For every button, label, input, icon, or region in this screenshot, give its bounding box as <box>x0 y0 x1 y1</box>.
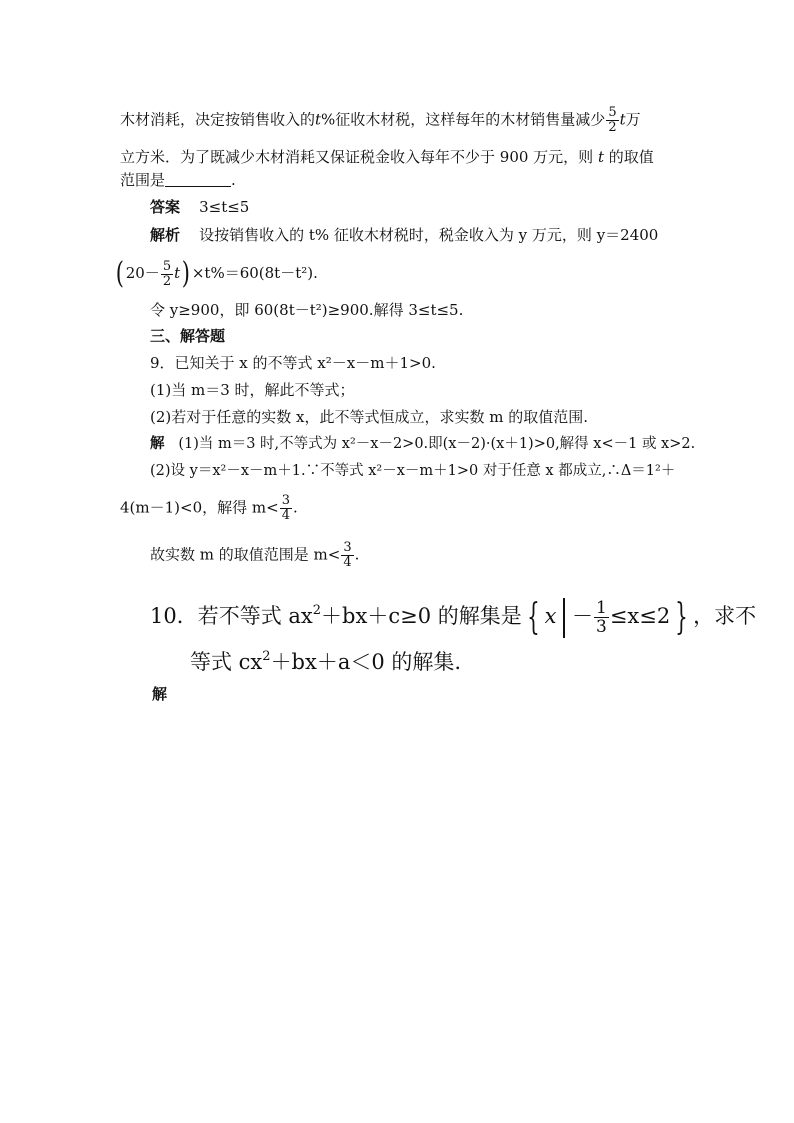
fraction-denominator: 4 <box>281 508 290 523</box>
sol10-label <box>152 684 167 704</box>
text-segment: 4(m－1)<0，解得 m< <box>120 498 279 517</box>
text-segment: (2)设 y＝x²－x－m＋1.∵不等式 x²－x－m＋1>0 对于任意 x 都成立,∴Δ＝1²＋ <box>150 463 676 479</box>
text-segment: . <box>231 171 236 189</box>
text-segment: ，求不 <box>693 604 757 628</box>
variable-t: t <box>174 264 181 282</box>
text-segment: 故实数 m 的取值范围是 m< <box>150 545 341 564</box>
q9-part1 <box>150 380 355 400</box>
fraction-numerator: 3 <box>281 493 290 508</box>
text-segment: 立方米．为了既减少木材消耗又保证税金收入每年不少于 900 万元，则 <box>120 148 594 166</box>
text-segment: (1)当 m＝3 时，解此不等式； <box>150 381 355 399</box>
sol9-line3 <box>120 494 298 523</box>
sol9-line1 <box>150 434 695 454</box>
solution-label: 解 <box>150 435 165 452</box>
text-segment: 的取值 <box>608 148 654 166</box>
fraction-denominator: 2 <box>162 273 172 289</box>
fraction-denominator: 3 <box>595 617 607 637</box>
variable-t: t <box>597 148 604 166</box>
q9-part2 <box>150 407 588 427</box>
fraction-3-4 <box>341 541 353 570</box>
fraction-5-2 <box>606 106 618 135</box>
analysis-line2 <box>114 258 318 289</box>
text-segment: ×t%＝60(8t－t²). <box>191 264 318 282</box>
q10-line2 <box>190 647 461 677</box>
answer-label: 答案 <box>150 198 181 216</box>
sol9-line2 <box>150 461 675 481</box>
q10-line1 <box>150 596 756 638</box>
let-line <box>150 300 463 320</box>
fraction-denominator: 2 <box>608 120 617 135</box>
text-segment: ＋bx＋a＜0 的解集. <box>270 650 462 674</box>
problem8-text-line3 <box>120 170 236 190</box>
text-segment: 令 y≥900，即 60(8t－t²)≥900.解得 3≤t≤5. <box>150 301 464 319</box>
analysis-text: 设按销售收入的 t% 征收木材税时，税金收入为 y 万元，则 y＝2400 <box>199 226 659 244</box>
set-variable: x <box>544 604 557 628</box>
text-segment: (1)当 m＝3 时,不等式为 x²－x－2>0.即(x－2)·(x＋1)>0,解得 x<－1 或 x>2. <box>178 436 696 452</box>
text-segment: (2)若对于任意的实数 x，此不等式恒成立，求实数 m 的取值范围. <box>150 408 589 426</box>
text-segment: 9．已知关于 x 的不等式 x²－x－m＋1>0. <box>150 354 436 372</box>
answer-blank <box>165 172 231 187</box>
text-segment: 等式 cx <box>190 650 263 674</box>
fraction-5-2 <box>161 260 173 289</box>
problem8-text-line1 <box>120 106 641 135</box>
text-segment: . <box>354 545 360 564</box>
text-segment: ＋bx＋c≥0 的解集是 <box>321 604 522 628</box>
fraction-numerator: 5 <box>608 105 617 120</box>
fraction-3-4 <box>280 494 292 523</box>
fraction-denominator: 4 <box>343 555 352 570</box>
text-segment: 10．若不等式 ax <box>150 604 313 628</box>
analysis-label: 解析 <box>150 226 181 244</box>
text-segment: . <box>292 498 298 517</box>
text-segment: 范围是 <box>120 171 166 189</box>
superscript: 2 <box>312 603 322 618</box>
right-paren: ) <box>181 256 191 291</box>
right-brace: } <box>675 596 688 638</box>
q9-stem <box>150 353 436 373</box>
text-segment: 万 <box>625 110 641 129</box>
problem8-text-line2 <box>120 147 654 167</box>
analysis-line1 <box>150 225 658 245</box>
section-title <box>150 326 225 346</box>
text-segment: ≤x≤2 <box>609 604 671 628</box>
section-title-text: 三、解答题 <box>150 327 226 345</box>
text-segment: － <box>571 604 593 628</box>
answer-line <box>150 197 249 217</box>
fraction-numerator: 3 <box>343 540 352 555</box>
text-segment: 20－ <box>125 264 160 282</box>
text-segment: 木材消耗，决定按销售收入的 <box>120 110 316 129</box>
set-divider <box>563 598 565 638</box>
variable-t: t <box>619 110 626 129</box>
left-paren: ( <box>115 256 124 291</box>
fraction-numerator: 1 <box>595 598 607 618</box>
variable-t: t <box>315 110 322 129</box>
fraction-numerator: 5 <box>162 258 172 274</box>
solution-label: 解 <box>152 685 168 703</box>
left-brace: { <box>526 596 540 638</box>
superscript: 2 <box>262 649 271 664</box>
sol9-line4 <box>150 541 359 570</box>
text-segment: %征收木材税，这样每年的木材销售量减少 <box>321 110 606 129</box>
fraction-1-3 <box>594 599 609 636</box>
answer-value: 3≤t≤5 <box>199 198 250 216</box>
